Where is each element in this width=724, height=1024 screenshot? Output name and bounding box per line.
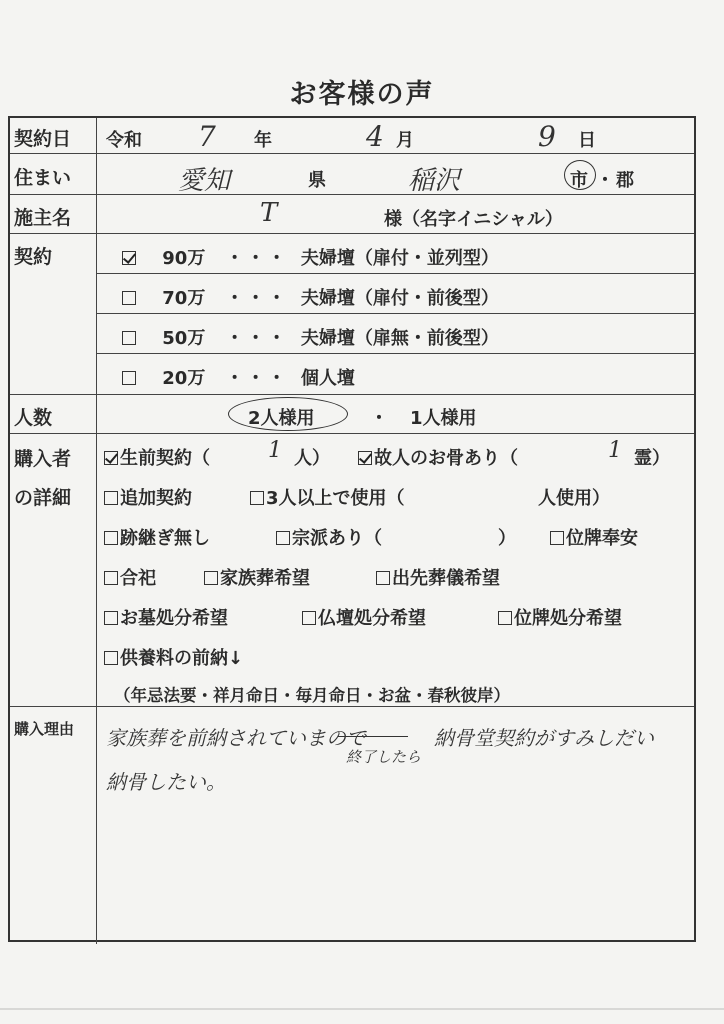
month-unit: 月 [396,130,414,151]
contract-option [122,324,499,350]
checkbox-icon[interactable] [122,371,136,385]
option-dots: ・・・ [225,328,289,349]
checkbox-icon[interactable] [104,571,118,585]
additional-option [104,484,192,510]
no-heir-option [104,524,210,550]
contract-option [122,244,499,270]
checkbox-icon[interactable] [276,531,290,545]
option-desc: 夫婦壇（扉付・前後型） [300,288,499,309]
reason-line2: 納骨したい。 [106,770,226,794]
remains-unit: 霊） [634,448,670,469]
ihai-disposal-option [498,604,622,630]
correction-strike [338,736,408,737]
option-divider [96,273,694,274]
option-dots: ・・・ [225,248,289,269]
column-divider [96,118,97,944]
details-label-2: の詳細 [14,487,72,509]
reason-correction: 終了したら [346,748,422,766]
checkbox-icon[interactable] [302,611,316,625]
checkbox-icon[interactable] [376,571,390,585]
page-title: お客様の声 [289,79,435,110]
no-heir-text: 跡継ぎ無し [120,528,210,549]
row-divider [10,706,694,707]
city-unit: 市 [570,170,588,191]
reason-line1-b: 納骨堂契約がすみしだい [434,726,654,750]
separator: ・ [370,408,388,429]
remains-text: 故人のお骨あり（ [374,448,518,469]
pre-contract-text: 生前契約（ [120,448,210,469]
ihai-enshrine-text: 位牌奉安 [566,528,638,549]
grave-disposal-text: お墓処分希望 [120,608,228,629]
row-divider [10,194,694,195]
contract-label: 契約 [14,246,53,268]
year-unit: 年 [254,130,272,151]
checkbox-icon[interactable] [550,531,564,545]
pre-contract-count: 1 [268,438,282,463]
reason-label: 購入理由 [14,720,75,738]
sect-text: 宗派あり（ [292,528,382,549]
option-price: 20万 [162,368,206,389]
prefecture-value: 愛知 [178,166,231,196]
checkbox-icon[interactable] [104,651,118,665]
contract-day-value: 9 [538,120,556,153]
checkbox-icon[interactable] [204,571,218,585]
option-divider [96,313,694,314]
altar-disposal-text: 仏壇処分希望 [318,608,426,629]
contract-month-value: 4 [366,120,384,153]
outside-funeral-option [376,564,500,590]
headcount-one[interactable]: 1人様用 [410,408,477,429]
grave-disposal-option [104,604,228,630]
altar-disposal-option [302,604,426,630]
sect-close: ） [498,528,516,549]
client-initial-value: T [260,198,278,228]
customer-voice-form [8,116,696,942]
county-unit: 郡 [616,170,634,191]
option-price: 70万 [162,288,206,309]
checkbox-icon[interactable] [250,491,264,505]
pre-contract-option [104,444,210,470]
remains-option [358,444,518,470]
checkbox-icon[interactable] [358,451,372,465]
era-text: 令和 [106,130,142,151]
option-desc: 個人壇 [300,368,355,389]
outside-funeral-text: 出先葬儀希望 [392,568,500,589]
option-desc: 夫婦壇（扉付・並列型） [300,248,499,269]
three-plus-option [250,484,405,510]
sect-option [276,524,382,550]
contract-year-value: 7 [198,120,216,153]
scan-edge [0,1008,724,1010]
option-price: 90万 [162,248,206,269]
headcount-label: 人数 [14,407,53,429]
checkbox-icon[interactable] [104,491,118,505]
reason-line1-a: 家族葬を前納されていまので [106,726,366,750]
option-price: 50万 [162,328,206,349]
checkbox-icon[interactable] [498,611,512,625]
remains-count: 1 [608,438,622,463]
ihai-enshrine-option [550,524,638,550]
checkbox-icon[interactable] [104,531,118,545]
family-funeral-option [204,564,310,590]
prefecture-unit: 県 [308,170,326,191]
option-dots: ・・・ [225,368,289,389]
option-desc: 夫婦壇（扉無・前後型） [300,328,499,349]
residence-label: 住まい [14,167,72,189]
city-value: 稲沢 [408,166,461,196]
checkbox-icon[interactable] [104,611,118,625]
family-funeral-text: 家族葬希望 [220,568,310,589]
goushi-text: 合祀 [120,568,156,589]
prepay-items-text: （年忌法要・祥月命日・毎月命日・お盆・春秋彼岸） [114,686,510,705]
option-dots: ・・・ [225,288,289,309]
three-plus-unit: 人使用） [538,488,610,509]
additional-text: 追加契約 [120,488,192,509]
pre-contract-unit: 人） [294,448,330,469]
three-plus-text: 3人以上で使用（ [266,488,405,509]
contract-option [122,364,355,390]
row-divider [10,433,694,434]
separator: ・ [596,170,614,191]
ihai-disposal-text: 位牌処分希望 [514,608,622,629]
day-unit: 日 [578,130,596,151]
prepay-option [104,644,243,670]
checkbox-icon[interactable] [122,291,136,305]
headcount-two[interactable]: 2人様用 [248,408,315,429]
contract-date-label: 契約日 [14,128,72,150]
details-label-1: 購入者 [14,448,72,470]
checkbox-icon[interactable] [122,331,136,345]
row-divider [10,153,694,154]
checkbox-icon[interactable] [122,251,136,265]
row-divider [10,394,694,395]
option-divider [96,353,694,354]
contract-option [122,284,499,310]
goushi-option [104,564,156,590]
prepay-text: 供養料の前納↓ [120,648,244,669]
checkbox-icon[interactable] [104,451,118,465]
row-divider [10,233,694,234]
client-name-label: 施主名 [14,207,72,229]
client-suffix: 様（名字イニシャル） [384,209,563,230]
